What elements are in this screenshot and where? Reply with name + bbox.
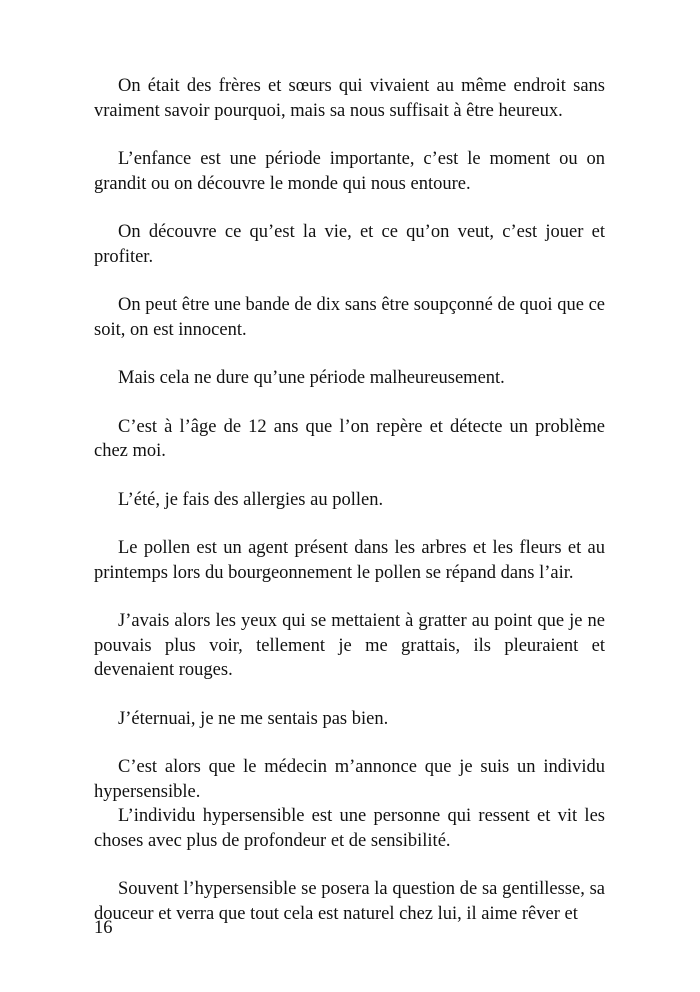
paragraph: C’est alors que le médecin m’annonce que je suis un individu hypersensible. (94, 757, 605, 802)
paragraph: On était des frères et sœurs qui vivaient au même endroit sans vraiment savoir pourquoi, mais sa nous suffisait à être heureux. (94, 76, 605, 121)
paragraph: Mais cela ne dure qu’une période malheureusement. (118, 368, 505, 388)
paragraph: J’éternuai, je ne me sentais pas bien. (118, 708, 389, 729)
paragraph: L’individu hypersensible est une personne qui ressent et vit les choses avec plus de profondeur et de sensibilité. (94, 806, 605, 851)
paragraph: Le pollen est un agent présent dans les arbres et les fleurs et au printemps lors du bourgeonnement le pollen se répand dans l’air. (94, 538, 605, 583)
paragraph: Souvent l’hypersensible se posera la question de sa gentillesse, sa douceur et verra que tout cela est naturel chez lui, il aime rêver et (94, 879, 605, 924)
paragraph: L’été, je fais des allergies au pollen. (118, 489, 384, 510)
paragraph: J’avais alors les yeux qui se mettaient à gratter au point que je ne pouvais plus voir, tellement je me grattais, ils pleuraient et devenaient rouges. (94, 611, 605, 680)
page-number: 16 (94, 918, 113, 938)
paragraph: L’enfance est une période importante, c’est le moment ou on grandit ou on découvre le monde qui nous entoure. (94, 149, 605, 194)
paragraph: On découvre ce qu’est la vie, et ce qu’on veut, c’est jouer et profiter. (94, 222, 605, 267)
paragraph: On peut être une bande de dix sans être soupçonné de quoi que ce soit, on est innocent. (94, 295, 605, 340)
body-text (94, 74, 605, 926)
paragraph: C’est à l’âge de 12 ans que l’on repère et détecte un problème chez moi. (94, 416, 605, 461)
